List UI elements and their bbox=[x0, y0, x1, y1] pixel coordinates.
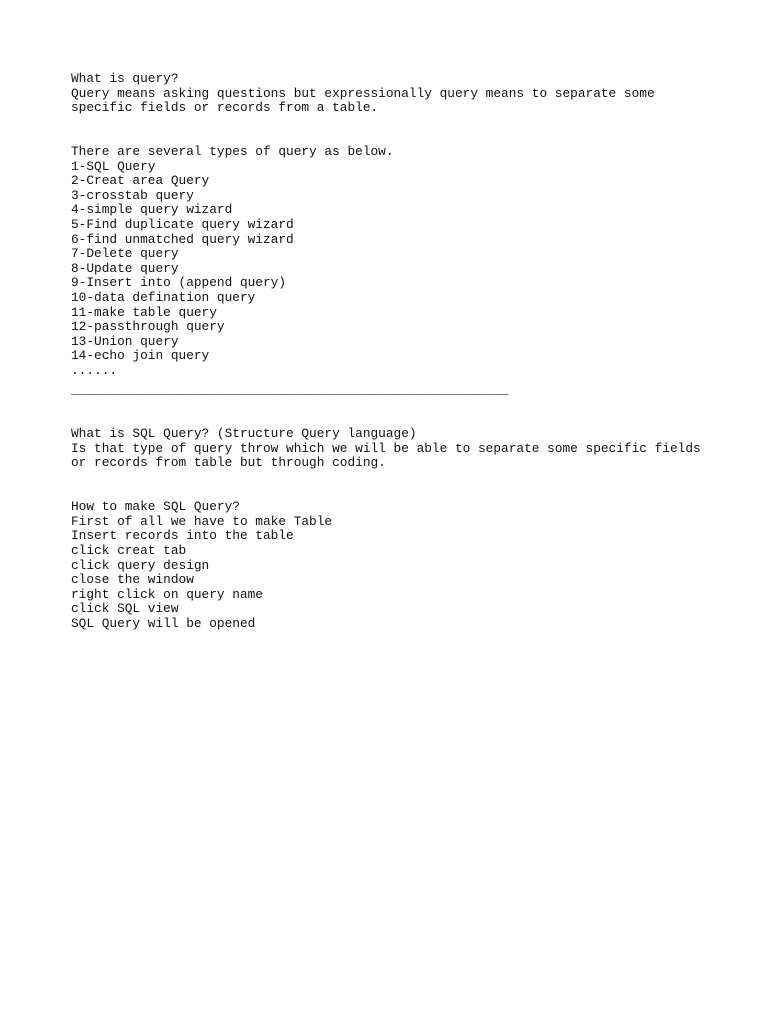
step-item: click query design bbox=[71, 557, 210, 573]
list-item: 7-Delete query bbox=[71, 246, 179, 262]
list-item: 4-simple query wizard bbox=[71, 202, 233, 218]
list-item: 2-Creat area Query bbox=[71, 173, 210, 189]
list-item: 11-make table query bbox=[71, 304, 217, 320]
paragraph-line: Is that type of query throw which we will be able to separate some specific fields bbox=[71, 440, 701, 456]
step-item: click creat tab bbox=[71, 543, 187, 558]
list-item: 5-Find duplicate query wizard bbox=[71, 216, 294, 232]
list-item: 14-echo join query bbox=[71, 348, 210, 364]
list-item: 8-Update query bbox=[71, 260, 179, 276]
step-item: click SQL view bbox=[71, 601, 179, 617]
section-heading-what-is-query: What is query? bbox=[71, 71, 179, 86]
step-item: First of all we have to make Table bbox=[71, 513, 333, 529]
paragraph-line: Query means asking questions but expressionally query means to separate some bbox=[71, 85, 655, 101]
document-page bbox=[71, 72, 751, 632]
list-item: 6-find unmatched query wizard bbox=[71, 231, 294, 247]
spacer bbox=[71, 116, 751, 145]
section-heading-how-to-make-sql-query: How to make SQL Query? bbox=[71, 499, 240, 515]
paragraph-line: or records from table but through coding. bbox=[71, 455, 386, 471]
query-types-list bbox=[71, 160, 751, 364]
spacer bbox=[71, 471, 751, 500]
list-ellipsis: ...... bbox=[71, 362, 118, 378]
list-item: 12-passthrough query bbox=[71, 319, 225, 335]
list-item: 1-SQL Query bbox=[71, 158, 156, 174]
horizontal-divider: _________________________________________________________ bbox=[71, 382, 509, 398]
list-item: 3-crosstab query bbox=[71, 187, 194, 203]
list-intro: There are several types of query as below. bbox=[71, 143, 394, 159]
step-item: right click on query name bbox=[71, 586, 263, 602]
section-heading-what-is-sql-query: What is SQL Query? (Structure Query language) bbox=[71, 426, 417, 442]
step-item: close the window bbox=[71, 572, 194, 588]
list-item: 13-Union query bbox=[71, 333, 179, 349]
steps-list bbox=[71, 515, 751, 632]
list-item: 9-Insert into (append query) bbox=[71, 275, 287, 291]
list-item: 10-data defination query bbox=[71, 289, 256, 305]
step-item: SQL Query will be opened bbox=[71, 615, 256, 631]
paragraph-line: specific fields or records from a table. bbox=[71, 100, 379, 116]
step-item: Insert records into the table bbox=[71, 528, 294, 544]
spacer bbox=[71, 398, 751, 427]
